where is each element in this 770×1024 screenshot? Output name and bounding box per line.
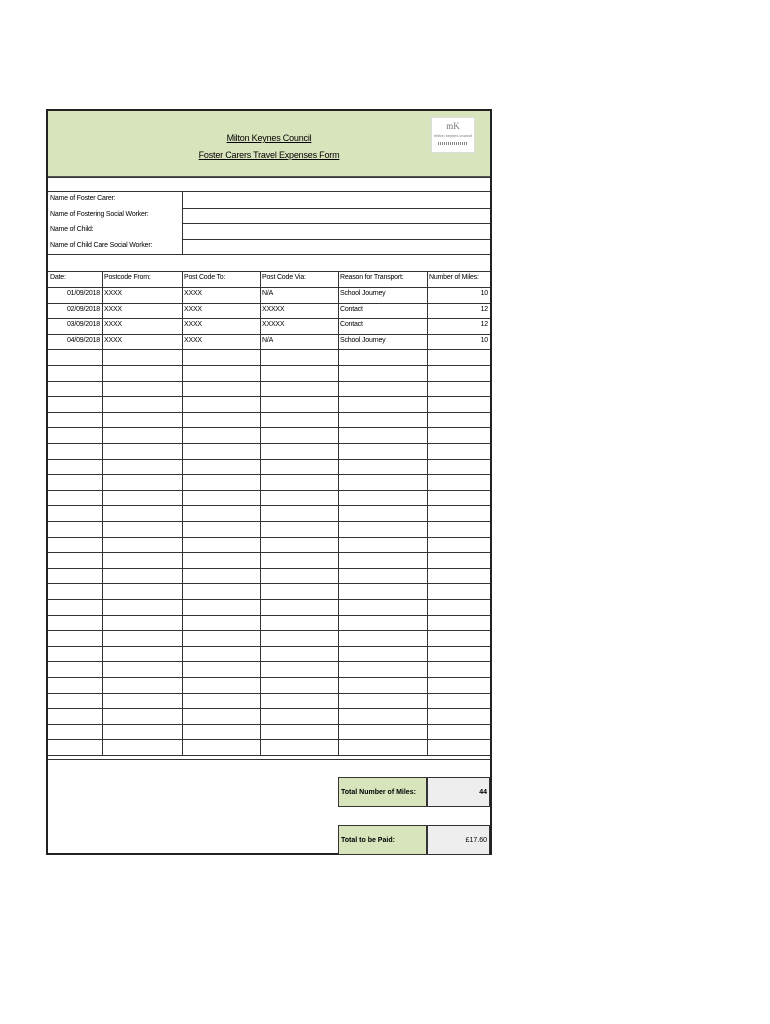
grid-line-h bbox=[48, 537, 490, 538]
table-cell[interactable]: XXXX bbox=[184, 321, 202, 329]
info-label-3: Name of Child: bbox=[50, 226, 94, 233]
grid-line-h bbox=[48, 349, 490, 350]
table-cell[interactable]: XXXX bbox=[184, 305, 202, 313]
grid-line-h bbox=[48, 552, 490, 553]
info-label-2: Name of Fostering Social Worker: bbox=[50, 210, 149, 218]
form-header bbox=[48, 111, 490, 177]
table-cell[interactable]: XXXX bbox=[104, 336, 122, 344]
column-header-5: Reason for Transport: bbox=[340, 274, 404, 281]
grid-line-h bbox=[48, 724, 490, 725]
table-cell[interactable]: XXXX bbox=[104, 321, 122, 329]
form-title: Foster Carers Travel Expenses Form bbox=[198, 150, 340, 160]
grid-line-h bbox=[182, 239, 490, 240]
table-cell[interactable]: 12 bbox=[480, 305, 488, 313]
table-cell[interactable]: Contact bbox=[340, 321, 363, 329]
table-cell[interactable]: 12 bbox=[480, 321, 488, 329]
grid-line-h bbox=[48, 191, 490, 192]
total-miles-value: 44 bbox=[427, 777, 490, 807]
grid-line-v bbox=[102, 271, 103, 755]
grid-line-h bbox=[48, 254, 182, 255]
grid-line-v bbox=[260, 271, 261, 755]
table-cell[interactable]: 02/09/2018 bbox=[66, 305, 100, 313]
table-cell[interactable]: 10 bbox=[480, 290, 488, 297]
table-cell[interactable]: XXXXX bbox=[262, 321, 285, 329]
logo-subtitle: milton keynes council bbox=[433, 133, 473, 138]
grid-line-v bbox=[182, 271, 183, 755]
council-logo bbox=[431, 117, 475, 153]
grid-line-h bbox=[48, 318, 490, 319]
table-cell[interactable]: XXXX bbox=[104, 290, 122, 297]
travel-expenses-form bbox=[46, 109, 492, 855]
grid-line-h bbox=[48, 381, 490, 382]
table-cell[interactable]: School Journey bbox=[340, 290, 386, 297]
table-cell[interactable]: 01/09/2018 bbox=[66, 290, 100, 297]
grid-line-h bbox=[48, 412, 490, 413]
grid-line-h bbox=[48, 459, 490, 460]
table-cell[interactable]: 10 bbox=[480, 336, 488, 344]
logo-mark: mK bbox=[446, 121, 460, 131]
grid-line-v bbox=[338, 271, 339, 755]
info-label-1: Name of Foster Carer: bbox=[50, 195, 116, 202]
grid-line-h bbox=[48, 583, 490, 584]
grid-line-h bbox=[48, 443, 490, 444]
grid-line-h bbox=[48, 646, 490, 647]
grid-line-h bbox=[48, 615, 490, 616]
logo-stripe bbox=[438, 142, 468, 145]
grid-line-h bbox=[182, 208, 490, 209]
table-cell[interactable]: XXXXX bbox=[262, 305, 285, 313]
column-header-3: Post Code To: bbox=[184, 274, 226, 281]
grid-line-h bbox=[48, 759, 490, 760]
table-cell[interactable]: XXXX bbox=[104, 305, 122, 313]
table-cell[interactable]: 03/09/2018 bbox=[66, 321, 100, 329]
grid-line-h bbox=[48, 661, 490, 662]
grid-line-h bbox=[182, 254, 490, 255]
grid-line-h bbox=[48, 287, 490, 288]
grid-line-h bbox=[48, 490, 490, 491]
grid-line-h bbox=[48, 474, 490, 475]
grid-line-h bbox=[48, 334, 490, 335]
grid-line-h bbox=[48, 739, 490, 740]
table-cell[interactable]: XXXX bbox=[184, 290, 202, 297]
column-header-1: Date: bbox=[50, 274, 66, 281]
grid-line-h bbox=[48, 365, 490, 366]
total-paid-value: £17.60 bbox=[427, 825, 490, 855]
table-cell[interactable]: XXXX bbox=[184, 336, 202, 344]
column-header-6: Number of Miles: bbox=[429, 274, 479, 281]
grid-line-h bbox=[48, 271, 490, 272]
grid-line-h bbox=[48, 599, 490, 600]
table-cell[interactable]: N/A bbox=[262, 290, 274, 297]
grid-line-h bbox=[48, 177, 490, 178]
column-header-2: Postcode From: bbox=[104, 274, 151, 281]
grid-line-h bbox=[48, 693, 490, 694]
table-cell[interactable]: Contact bbox=[340, 305, 363, 313]
table-cell[interactable]: 04/09/2018 bbox=[66, 336, 100, 344]
grid-line-h bbox=[48, 303, 490, 304]
grid-line-h bbox=[48, 630, 490, 631]
table-cell[interactable]: School Journey bbox=[340, 336, 386, 344]
council-name: Milton Keynes Council bbox=[226, 133, 312, 143]
grid-line-v bbox=[182, 192, 183, 254]
column-header-4: Post Code Via: bbox=[262, 274, 306, 281]
total-miles-label: Total Number of Miles: bbox=[338, 777, 427, 807]
grid-line-h bbox=[48, 755, 490, 756]
grid-line-h bbox=[48, 708, 490, 709]
grid-line-h bbox=[48, 396, 490, 397]
grid-line-h bbox=[48, 505, 490, 506]
grid-line-h bbox=[48, 677, 490, 678]
total-paid-label: Total to be Paid: bbox=[338, 825, 427, 855]
grid-line-h bbox=[182, 223, 490, 224]
grid-line-h bbox=[48, 521, 490, 522]
grid-line-h bbox=[48, 427, 490, 428]
info-label-4: Name of Child Care Social Worker: bbox=[50, 241, 153, 249]
grid-line-v bbox=[427, 271, 428, 755]
grid-line-h bbox=[48, 568, 490, 569]
table-cell[interactable]: N/A bbox=[262, 336, 274, 344]
